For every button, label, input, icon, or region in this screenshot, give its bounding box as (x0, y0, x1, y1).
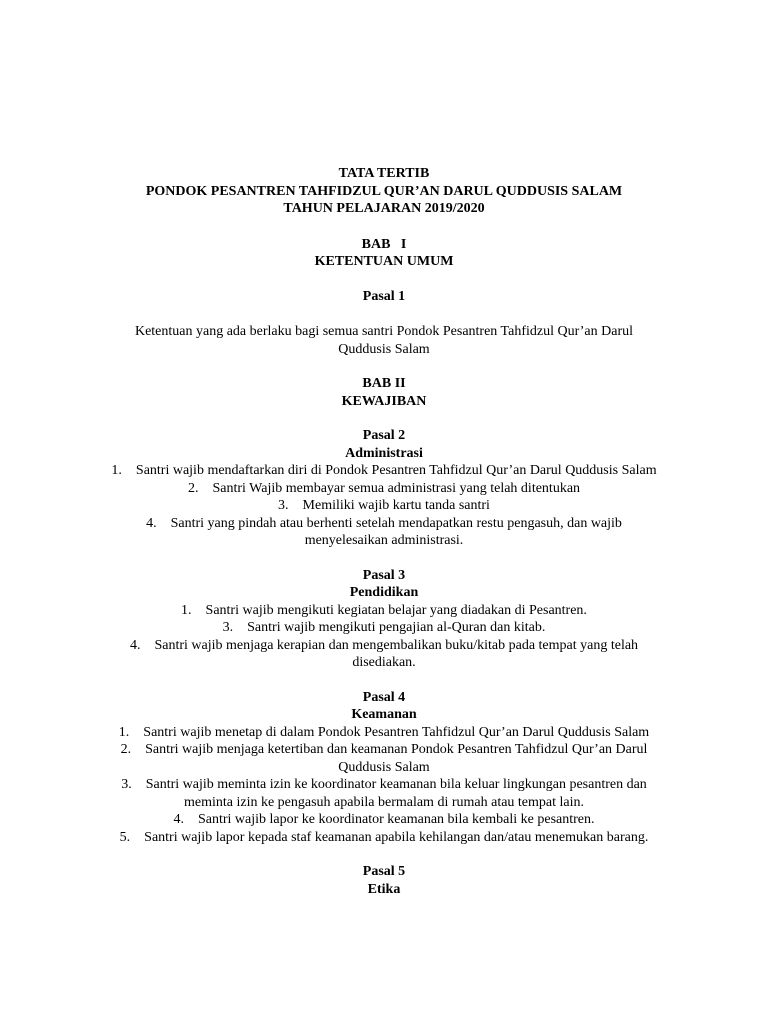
list-item-continuation: meminta izin ke pengasuh apabila bermalam di rumah atau tempat lain. (183, 794, 585, 810)
bab2-name: KEWAJIBAN (341, 393, 427, 409)
list-item: 1. Santri wajib mendaftarkan diri di Pondok Pesantren Tahfidzul Qur’an Darul Quddusis Salam (111, 463, 657, 478)
document-body (80, 165, 688, 898)
doc-title: TATA TERTIB (338, 166, 430, 181)
list-item-continuation: menyelesaikan administrasi. (304, 533, 464, 548)
list-item: 3. Memiliki wajib kartu tanda santri (278, 498, 490, 513)
pasal3-label: Pasal 3 (362, 567, 406, 583)
pasal2-list (80, 462, 688, 550)
list-item-continuation: disediakan. (352, 655, 416, 670)
doc-subtitle: PONDOK PESANTREN TAHFIDZUL QUR’AN DARUL QUDDUSIS SALAM (145, 183, 623, 199)
pasal1-text-line: Ketentuan yang ada berlaku bagi semua santri Pondok Pesantren Tahfidzul Qur’an Darul (134, 324, 634, 339)
pasal5-label: Pasal 5 (362, 864, 406, 879)
pasal4-list (80, 724, 688, 847)
pasal5-heading: Etika (367, 881, 401, 897)
pasal1-text (80, 323, 688, 358)
pasal1-text-line: Quddusis Salam (338, 341, 430, 357)
pasal3-list (80, 602, 688, 672)
list-item: 1. Santri wajib mengikuti kegiatan belajar yang diadakan di Pesantren. (181, 602, 587, 618)
list-item: 3. Santri wajib meminta izin ke koordinator keamanan bila keluar lingkungan pesantren dan (121, 777, 647, 792)
pasal2-label: Pasal 2 (362, 428, 406, 443)
list-item: 2. Santri wajib menjaga ketertiban dan keamanan Pondok Pesantren Tahfidzul Qur’an Darul (120, 742, 648, 757)
list-item: 4. Santri wajib lapor ke koordinator keamanan bila kembali ke pesantren. (173, 812, 595, 827)
pasal1-label: Pasal 1 (362, 288, 406, 304)
bab1-label: BAB I (361, 236, 407, 252)
list-item: 4. Santri wajib menjaga kerapian dan mengembalikan buku/kitab pada tempat yang telah (129, 637, 639, 653)
pasal3-heading: Pendidikan (349, 585, 419, 600)
doc-year: TAHUN PELAJARAN 2019/2020 (283, 201, 485, 216)
pasal4-label: Pasal 4 (362, 689, 406, 705)
pasal4-heading: Keamanan (351, 707, 417, 722)
list-item: 3. Santri wajib mengikuti pengajian al-Quran dan kitab. (222, 620, 546, 635)
pasal2-heading: Administrasi (345, 445, 423, 461)
list-item: 1. Santri wajib menetap di dalam Pondok Pesantren Tahfidzul Qur’an Darul Quddusis Salam (118, 724, 650, 740)
bab2-label: BAB II (362, 376, 406, 391)
list-item: 4. Santri yang pindah atau berhenti setelah mendapatkan restu pengasuh, dan wajib (146, 515, 622, 531)
list-item: 2. Santri Wajib membayar semua administrasi yang telah ditentukan (187, 480, 581, 496)
bab1-name: KETENTUAN UMUM (314, 254, 454, 269)
list-item: 5. Santri wajib lapor kepada staf keamanan apabila kehilangan dan/atau menemukan barang. (119, 829, 649, 845)
list-item-continuation: Quddusis Salam (338, 759, 430, 775)
